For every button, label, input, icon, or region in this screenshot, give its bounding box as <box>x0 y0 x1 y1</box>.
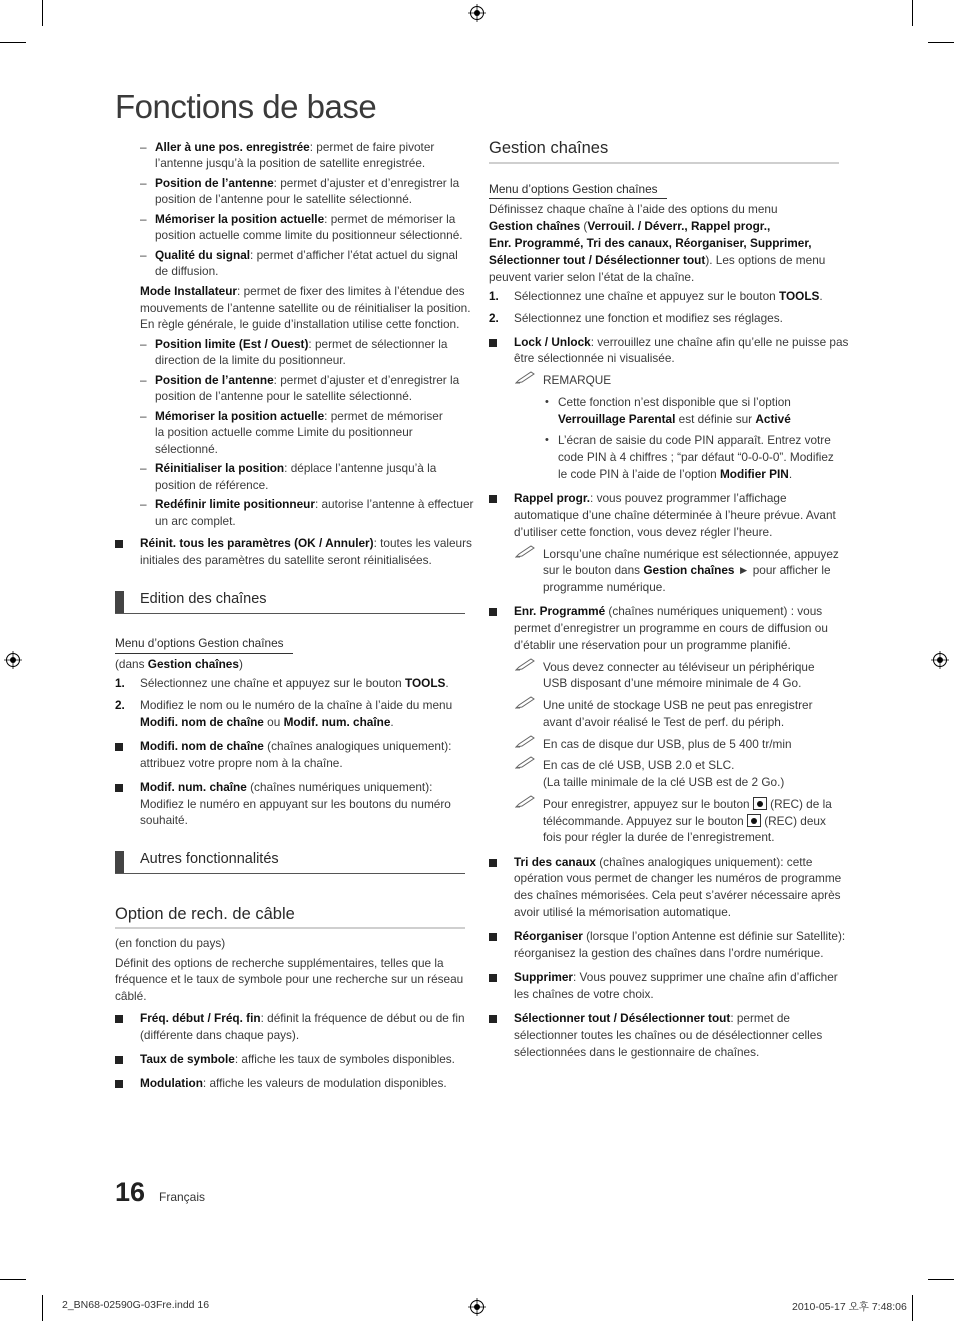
square-bullet-icon <box>489 974 497 982</box>
paragraph: Supprimer: Vous pouvez supprimer une chaîne afin d’afficher <box>514 970 838 984</box>
paragraph: Lock / Unlock: verrouillez une chaîne afin qu’elle ne puisse pas <box>514 335 849 349</box>
text-line: Gestion chaînes (Verrouil. / Déverr., Rappel progr., <box>489 219 771 233</box>
list-item: Mémoriser la position actuelle: permet de mémoriser la <box>155 212 456 226</box>
section-heading: Autres fonctionnalités <box>140 851 279 867</box>
footer-date: 2010-05-17 오후 7:48:06 <box>792 1301 907 1313</box>
text-line: le code PIN à l’aide de l’option Modifier PIN. <box>558 467 793 481</box>
section-title: Option de rech. de câble <box>115 905 295 923</box>
list-item: Aller à une pos. enregistrée: permet de faire pivoter <box>155 140 435 154</box>
square-bullet-icon <box>489 859 497 867</box>
page-title: Fonctions de base <box>115 88 377 125</box>
paragraph: Réinit. tous les paramètres (OK / Annuler): toutes les valeurs <box>140 536 472 550</box>
text-line: câblé. <box>115 989 147 1003</box>
text-line: initiales des paramètres du satellite seront réinitialisées. <box>140 553 432 567</box>
text-line: des chaînes mémorisées. Cela peut s’avérer nécessaire après <box>514 888 841 902</box>
list-item: Réinitialiser la position: déplace l’antenne jusqu’à la <box>155 461 437 475</box>
text-line: Modifiez le numéro en appuyant sur les boutons du numéro <box>140 797 451 811</box>
square-bullet-icon <box>489 608 497 616</box>
text-line: (différente dans chaque pays). <box>140 1028 300 1042</box>
rec-button-icon <box>747 814 761 827</box>
text-line: position de référence. <box>155 478 269 492</box>
text-line: un arc complet. <box>155 514 236 528</box>
note-text: En cas de disque dur USB, plus de 5 400 tr/min <box>543 737 792 751</box>
list-item: Position de l’antenne: permet d’ajuster et d’enregistrer la <box>155 373 460 387</box>
paragraph: Réorganiser (lorsque l’option Antenne est définie sur Satellite): <box>514 929 846 943</box>
list-number: 2. <box>489 311 499 325</box>
text-line: sélectionné. <box>155 442 218 456</box>
subheading: Menu d’options Gestion chaînes <box>489 182 658 196</box>
pencil-note-icon <box>515 756 535 770</box>
text-line: programme numérique. <box>543 580 666 594</box>
rec-button-icon <box>753 797 767 810</box>
square-bullet-icon <box>489 933 497 941</box>
text-line: Modifi. nom de chaîne ou Modif. num. chaîne. <box>140 715 394 729</box>
text-line: sur le bouton dans Gestion chaînes ► pour afficher le <box>543 563 831 577</box>
text-line: avoir utilisé la mémorisation automatique. <box>514 905 732 919</box>
paragraph: Sélectionner tout / Désélectionner tout: permet de <box>514 1011 790 1025</box>
text-line: Définissez chaque chaîne à l’aide des options du menu <box>489 202 778 216</box>
pencil-note-icon <box>515 658 535 672</box>
text-line: En règle générale, le guide d’installation utilise cette fonction. <box>140 317 460 331</box>
text-line: mouvements de l’antenne satellite ou de réinitialiser la position. <box>140 301 471 315</box>
text-line: peuvent varier selon l’état de la chaîne. <box>489 270 695 284</box>
text-line: Sélectionner tout / Désélectionner tout). Les options de menu <box>489 253 826 267</box>
list-item: Sélectionnez une fonction et modifiez ses réglages. <box>514 311 783 325</box>
note-text: Vous devez connecter au téléviseur un périphérique <box>543 660 815 674</box>
pencil-note-icon <box>515 795 535 809</box>
text-line: d’utiliser cette fonction, vous devez régler l’heure. <box>514 525 773 539</box>
page-language: Français <box>159 1190 206 1204</box>
note-heading: REMARQUE <box>543 373 612 387</box>
text-line: être sélectionnée ni visualisée. <box>514 351 675 365</box>
list-number: 2. <box>115 698 125 712</box>
text-line: permet d’enregistrer un programme en cours de diffusion ou <box>514 621 828 635</box>
list-item: Qualité du signal: permet d’afficher l’état actuel du signal <box>155 248 458 262</box>
paragraph: Enr. Programmé (chaînes numériques uniquement) : vous <box>514 604 823 618</box>
text-line: l’antenne jusqu’à la position de satellite enregistrée. <box>155 156 426 170</box>
text-line: opération vous permet de changer les numéros de programme <box>514 871 842 885</box>
list-item: Mémoriser la position actuelle: permet de mémoriser <box>155 409 443 423</box>
text-line: automatique d’une chaîne déterminée à l’heure prévue. Avant <box>514 508 836 522</box>
paragraph: Tri des canaux (chaînes analogiques uniquement): cette <box>514 855 813 869</box>
text-line: réorganisez la gestion des chaînes dans l’ordre numérique. <box>514 946 824 960</box>
square-bullet-icon <box>489 339 497 347</box>
pencil-note-icon <box>515 545 535 559</box>
note-text: Une unité de stockage USB ne peut pas enregistrer <box>543 698 813 712</box>
text-line: sélectionner toutes les chaînes ou de désélectionner celles <box>514 1028 823 1042</box>
subheading: Menu d’options Gestion chaînes <box>115 636 284 650</box>
text-line: direction de la limite du positionneur. <box>155 353 346 367</box>
list-item: Sélectionnez une chaîne et appuyez sur le bouton TOOLS. <box>140 676 449 690</box>
text-line: attribuez votre propre nom à la chaîne. <box>140 756 343 770</box>
pencil-note-icon <box>515 696 535 710</box>
text-line: avant d’avoir réalisé le Test de perf. du périph. <box>543 715 785 729</box>
text-line: position de l’antenne pour le satellite sélectionné. <box>155 192 413 206</box>
divider <box>489 198 667 199</box>
text-line: télécommande. Appuyez sur le bouton (REC) deux <box>543 814 826 828</box>
paragraph: Mode Installateur: permet de fixer des limites à l’étendue des <box>140 284 465 298</box>
text-line: USB disposant d’une mémoire minimale de 4 Go. <box>543 676 802 690</box>
paragraph: Modifi. nom de chaîne (chaînes analogiques uniquement): <box>140 739 452 753</box>
left-column: – Aller à une pos. enregistrée: permet de faire pivoter l’antenne jusqu’à la position de satellite enregistrée. – Position de l’antenne: permet d’ajuster et d’enregistrer la position de l’antenne pour le satellite sélectionné. – Mémoriser la position actuelle: permet de mémoriser la position actuelle comme limite du positionneur sélectionné. – Qualité du signal: permet d’afficher l’état actuel du signal de diffusion. Mode Installateur: permet de fixer des limites à l’étendue des mouvements de l’antenne satellite ou de réinitialiser la position. En règle générale, le guide d’installation utilise cette fonction. – Position limite (Est / Ouest): permet de sélectionner la direction de la limite du positionneur. – Position de l’antenne: permet d’ajuster et d’enregistrer la position de l’antenne pour le satellite sélectionné. – Mémoriser la position actuelle: permet de mémoriser la position actuelle comme Limite du positionneur sélectionné. – Réinitialiser la position: déplace l’antenne jusqu’à la position de référence. – Redéfinir limite positionneur: autorise l’antenne à effectuer un arc complet. Réinit. tous les paramètres (OK / Annuler): toutes les valeurs initiales des paramètres du satellite seront réinitialisées. Edition des chaînes Menu d’options Gestion chaînes (dans Gestion chaînes) 1. Sélectionnez une chaîne et appuyez sur le bouton TOOLS. 2. Modifiez le nom ou le numéro de la chaîne à l’aide du menu Modifi. nom de chaîne ou Modif. num. chaîne. Modifi. nom de chaîne (chaînes analogiques uniquement): attribuez votre propre nom à la chaîne. Modif. num. chaîne (chaînes numériques uniquement): Modifiez le numéro en appuyant sur les boutons du numéro souhaité. Autres fonctionnalités Option de rech. de câble (en fonction du pays) Définit des options de recherche supplémentaires, telles que la fréquence et le taux de symbole pour une recherche sur un réseau câblé. Fréq. début / Fréq. fin: définit la fréquence de début ou de fin (différente dans chaque pays). Taux de symbole: affiche les taux de symboles disponibles. Modulation: affiche les valeurs de modulation disponibles. <box>115 140 474 1090</box>
text-line: position actuelle comme limite du positionneur sélectionné. <box>155 228 463 242</box>
list-item: Modifiez le nom ou le numéro de la chaîne à l’aide du menu <box>140 698 453 712</box>
text-line: Définit des options de recherche supplémentaires, telles que la <box>115 956 444 970</box>
list-item: Position de l’antenne: permet d’ajuster et d’enregistrer la <box>155 176 460 190</box>
text-line: les chaînes de votre choix. <box>514 987 654 1001</box>
text-line: (La taille minimale de la clé USB est de 2 Go.) <box>543 775 785 789</box>
footer-file: 2_BN68-02590G-03Fre.indd 16 <box>62 1299 210 1311</box>
text-line: la position actuelle comme Limite du positionneur <box>155 425 413 439</box>
page-number: 16 <box>115 1177 146 1207</box>
list-item: Redéfinir limite positionneur: autorise l’antenne à effectuer <box>155 497 474 511</box>
section-title: Gestion chaînes <box>489 139 609 157</box>
list-number: 1. <box>489 289 499 303</box>
note-text: En cas de clé USB, USB 2.0 et SLC. <box>543 758 735 772</box>
text-line: position de l’antenne pour le satellite sélectionné. <box>155 389 413 403</box>
text-line: sélectionnées dans le gestionnaire de chaînes. <box>514 1045 760 1059</box>
text-line: Verrouillage Parental est définie sur Activé <box>558 412 791 426</box>
paragraph: Rappel progr.: vous pouvez programmer l’affichage <box>514 491 787 505</box>
text-line: fois pour régler la durée de l’enregistrement. <box>543 830 775 844</box>
text-line: Enr. Programmé, Tri des canaux, Réorganiser, Supprimer, <box>489 236 812 250</box>
square-bullet-icon <box>489 495 497 503</box>
text-line: fréquence et le taux de symbole pour une recherche sur un réseau <box>115 972 464 986</box>
paragraph: Modif. num. chaîne (chaînes numériques uniquement): <box>140 780 433 794</box>
note-text: Pour enregistrer, appuyez sur le bouton (REC) de la <box>543 797 832 811</box>
list-item: Sélectionnez une chaîne et appuyez sur le bouton TOOLS. <box>514 289 823 303</box>
list-item: Cette fonction n’est disponible que si l’option <box>558 395 791 409</box>
text-line: code PIN à 4 chiffres ; “par défaut “0-0-0-0”. Modifiez <box>558 450 834 464</box>
text-line: de diffusion. <box>155 264 219 278</box>
right-column: Gestion chaînes Menu d’options Gestion chaînes Définissez chaque chaîne à l’aide des options du menu Gestion chaînes (Verrouil. / Déverr., Rappel progr., Enr. Programmé, Tri des canaux, Réorganiser, Supprimer, Sélectionner tout / Désélectionner tout). Les options de menu peuvent varier selon l’état de la chaîne. 1. Sélectionnez une chaîne et appuyez sur le bouton TOOLS. 2. Sélectionnez une fonction et modifiez ses réglages. Lock / Unlock: verrouillez une chaîne afin qu’elle ne puisse pas être sélectionnée ni visualisée. REMARQUE • Cette fonction n’est disponible que si l’option Verrouillage Parental est définie sur Activé • L’écran de saisie du code PIN apparaît. Entrez votre code PIN à 4 chiffres ; “par défaut “0-0-0-0”. Modifiez le code PIN à l’aide de l’option Modifier PIN. Rappel progr.: vous pouvez programmer l’affichage automatique d’une chaîne déterminée à l’heure prévue. Avant d’utiliser cette fonction, vous devez régler l’heure. Lorsqu’une chaîne numérique est sélectionnée, appuyez sur le bouton dans Gestion chaînes ► pour afficher le programme numérique. Enr. Programmé (chaînes numériques uniquement) : vous permet d’enregistrer un programme en cours de diffusion ou d’établir une réservation pour un programme planifié. Vous devez connecter au téléviseur un périphérique USB disposant d’une mémoire minimale de 4 Go. Une unité de stockage USB ne peut pas enregistrer avant d’avoir réalisé le Test de perf. du périph. En cas de disque dur USB, plus de 5 400 tr/min En cas de clé USB, USB 2.0 et SLC. (La taille minimale de la clé USB est de 2 Go.) Pour enregistrer, appuyez sur le bouton (REC) de la télécommande. Appuyez sur le bouton (REC) deux fois pour régler la durée de l’enregistrement. Tri des canaux (chaînes analogiques uniquement): cette opération vous permet de changer les numéros de programme des chaînes mémorisées. Cela peut s’avérer nécessaire après avoir utilisé la mémorisation automatique. Réorganiser (lorsque l’option Antenne est définie sur Satellite): réorganisez la gestion des chaînes dans l’ordre numérique. Supprimer: Vous pouvez supprimer une chaîne afin d’afficher les chaînes de votre choix. Sélectionner tout / Désélectionner tout: permet de sélectionner toutes les chaînes ou de désélectionner celles sélectionnées dans le gestionnaire de chaînes. <box>489 139 849 1059</box>
text-line: souhaité. <box>140 813 188 827</box>
text-line: (en fonction du pays) <box>115 936 226 950</box>
note-text: Lorsqu’une chaîne numérique est sélectionnée, appuyez <box>543 547 839 561</box>
text-line: d’établir une réservation pour un programme planifié. <box>514 638 791 652</box>
divider <box>489 162 839 164</box>
square-bullet-icon <box>489 1015 497 1023</box>
list-item: Position limite (Est / Ouest): permet de sélectionner la <box>155 337 448 351</box>
paragraph: Taux de symbole: affiche les taux de symboles disponibles. <box>140 1052 455 1066</box>
text-line: (dans Gestion chaînes) <box>115 657 243 671</box>
list-number: 1. <box>115 676 125 690</box>
pencil-note-icon <box>515 371 535 385</box>
pencil-note-icon <box>515 735 535 749</box>
list-item: L’écran de saisie du code PIN apparaît. Entrez votre <box>558 433 831 447</box>
paragraph: Fréq. début / Fréq. fin: définit la fréquence de début ou de fin <box>140 1011 465 1025</box>
section-heading: Edition des chaînes <box>140 591 267 607</box>
paragraph: Modulation: affiche les valeurs de modulation disponibles. <box>140 1076 447 1090</box>
